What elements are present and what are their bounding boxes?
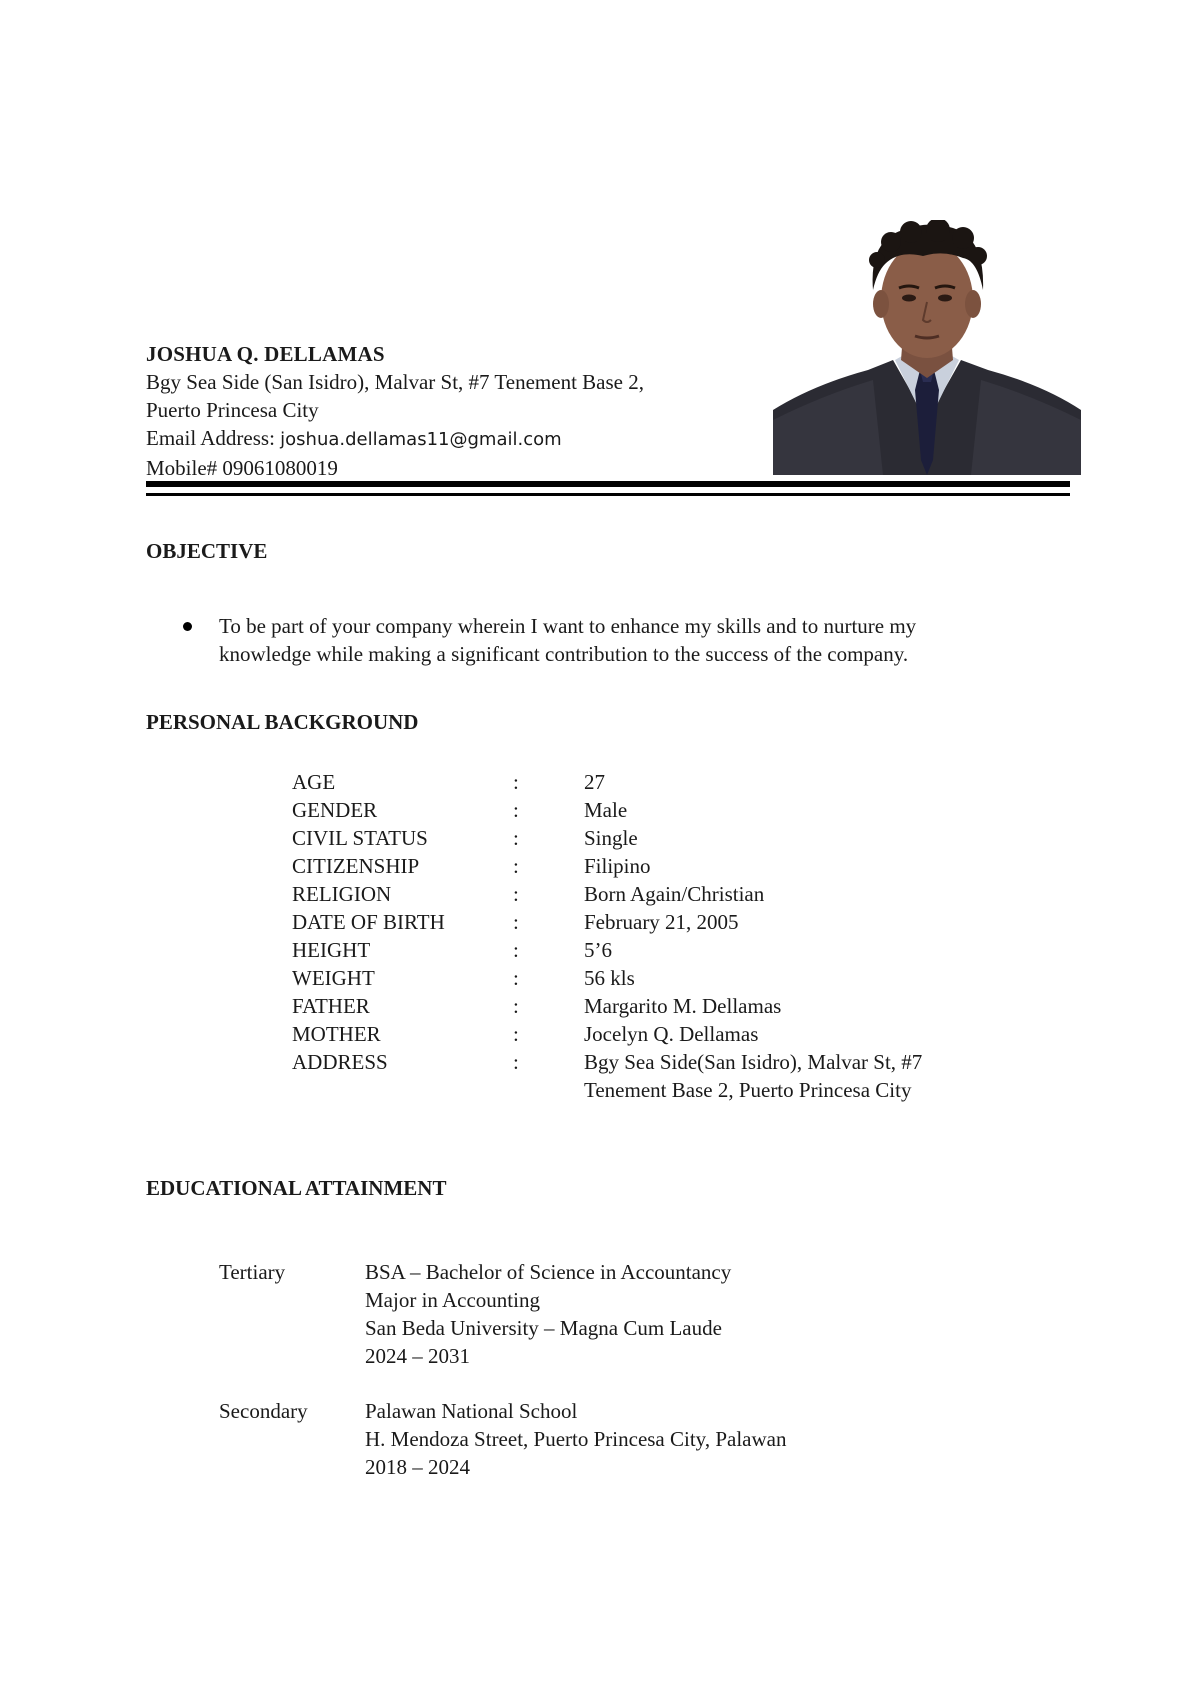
pb-separator: : [513, 966, 519, 990]
pb-separator: : [513, 826, 519, 850]
pb-label: WEIGHT [292, 966, 375, 990]
pb-value: 56 kls [584, 966, 635, 990]
education-heading: EDUCATIONAL ATTAINMENT [146, 1176, 447, 1200]
pb-value [584, 1048, 1004, 1104]
education-line: Major in Accounting [365, 1288, 540, 1312]
pb-separator: : [513, 882, 519, 906]
pb-value: Margarito M. Dellamas [584, 994, 782, 1018]
email-label: Email Address: [146, 426, 281, 450]
header-divider-thick [146, 481, 1070, 487]
pb-address-line-2: Tenement Base 2, Puerto Princesa City [584, 1078, 912, 1102]
pb-label: GENDER [292, 798, 378, 822]
pb-label: ADDRESS [292, 1050, 388, 1074]
objective-line-1: To be part of your company wherein I want to enhance my skills and to nurture my [219, 614, 917, 638]
mobile-number: Mobile# 09061080019 [146, 456, 338, 480]
education-details [365, 1258, 1005, 1370]
education-level: Secondary [219, 1399, 308, 1423]
applicant-name: JOSHUA Q. DELLAMAS [146, 342, 385, 366]
pb-separator: : [513, 1050, 519, 1074]
pb-value: Jocelyn Q. Dellamas [584, 1022, 759, 1046]
education-line: San Beda University – Magna Cum Laude [365, 1316, 722, 1340]
pb-row-date-of-birth [292, 908, 1052, 936]
pb-row-weight [292, 964, 1052, 992]
pb-row-mother [292, 1020, 1052, 1048]
objective-text [219, 612, 1049, 668]
email-address: joshua.dellamas11@gmail.com [280, 429, 562, 450]
pb-label: RELIGION [292, 882, 392, 906]
address-line-1: Bgy Sea Side (San Isidro), Malvar St, #7 Tenement Base 2, [146, 370, 644, 394]
pb-row-civil-status [292, 824, 1052, 852]
pb-row-gender [292, 796, 1052, 824]
pb-row-father [292, 992, 1052, 1020]
pb-row-age [292, 768, 1052, 796]
portrait-photo [773, 220, 1081, 475]
pb-row-height [292, 936, 1052, 964]
education-details [365, 1397, 1005, 1481]
pb-value: February 21, 2005 [584, 910, 739, 934]
pb-separator: : [513, 854, 519, 878]
objective-line-2: knowledge while making a significant contribution to the success of the company. [219, 642, 909, 666]
education-line: H. Mendoza Street, Puerto Princesa City, Palawan [365, 1427, 787, 1451]
pb-value: Single [584, 826, 638, 850]
personal-background-table [292, 768, 1052, 1104]
pb-separator: : [513, 910, 519, 934]
education-line: 2018 – 2024 [365, 1455, 470, 1479]
education-level: Tertiary [219, 1260, 286, 1284]
pb-value: Male [584, 798, 628, 822]
pb-label: AGE [292, 770, 336, 794]
pb-address-line-1: Bgy Sea Side(San Isidro), Malvar St, #7 [584, 1050, 923, 1074]
pb-row-religion [292, 880, 1052, 908]
portrait-illustration [773, 220, 1081, 475]
education-line: 2024 – 2031 [365, 1344, 470, 1368]
email-line [146, 424, 766, 454]
pb-row-citizenship [292, 852, 1052, 880]
pb-label: CITIZENSHIP [292, 854, 420, 878]
pb-separator: : [513, 994, 519, 1018]
pb-row-address [292, 1048, 1052, 1104]
pb-value: Filipino [584, 854, 651, 878]
address-line-2: Puerto Princesa City [146, 398, 319, 422]
pb-value: 5’6 [584, 938, 612, 962]
bullet-icon [183, 622, 192, 631]
pb-separator: : [513, 1022, 519, 1046]
contact-header [146, 340, 766, 482]
pb-label: MOTHER [292, 1022, 381, 1046]
pb-label: HEIGHT [292, 938, 371, 962]
education-line: Palawan National School [365, 1399, 578, 1423]
pb-label: DATE OF BIRTH [292, 910, 445, 934]
education-line: BSA – Bachelor of Science in Accountancy [365, 1260, 732, 1284]
objective-heading: OBJECTIVE [146, 539, 268, 563]
header-divider-thin [146, 493, 1070, 496]
pb-label: CIVIL STATUS [292, 826, 428, 850]
pb-value: 27 [584, 770, 605, 794]
pb-label: FATHER [292, 994, 370, 1018]
pb-separator: : [513, 938, 519, 962]
pb-value: Born Again/Christian [584, 882, 765, 906]
pb-separator: : [513, 798, 519, 822]
pb-separator: : [513, 770, 519, 794]
personal-background-heading: PERSONAL BACKGROUND [146, 710, 419, 734]
